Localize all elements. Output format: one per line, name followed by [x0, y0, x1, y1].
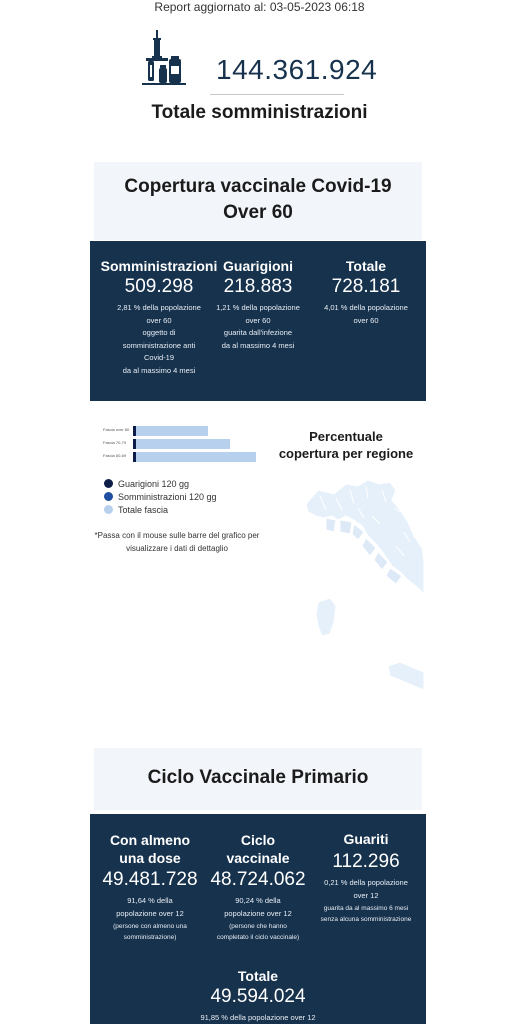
hover-hint-text	[90, 529, 264, 555]
total-somministrazioni-value: 144.361.924	[216, 54, 378, 85]
stat-sub-line: da al massimo 4 mesi	[221, 340, 295, 350]
ciclo-title-box	[94, 748, 422, 810]
stat-sub-line: popolazione over 12	[116, 908, 184, 918]
stat-label: Totale	[345, 258, 387, 274]
stat-sub-line: 90,24 % della	[235, 896, 281, 905]
legend-item-guarigioni	[104, 477, 217, 490]
stat-label-line: una dose	[119, 850, 181, 866]
chart-legend	[104, 477, 217, 516]
stat-value: 728.181	[331, 276, 401, 297]
stat-label: Guariti	[343, 831, 389, 847]
stat-label: Somministrazioni	[100, 258, 218, 274]
stat-ciclo-vaccinale	[206, 831, 310, 943]
stat-sub-line: over 60	[245, 315, 271, 325]
stat-small-line: somministrazione)	[123, 934, 177, 941]
stat-label: Guarigioni	[223, 258, 293, 274]
stat-small-line: guarita da al massimo 6 mesi	[323, 905, 409, 912]
legend-dot-icon	[104, 492, 113, 501]
stat-label-line: Con almeno	[109, 832, 191, 848]
bar-label: Fascia over 80	[103, 427, 130, 432]
legend-dot-icon	[104, 479, 113, 488]
stat-label-line: vaccinale	[226, 850, 290, 866]
stat-sub-line: popolazione over 12	[224, 908, 292, 918]
stat-sub-line: guarita dall'infezione	[223, 328, 293, 337]
stat-sub-line: somministrazione anti	[122, 340, 196, 350]
bar-row-over80[interactable]	[101, 426, 261, 436]
stat-sub-line: da al massimo 4 mesi	[122, 365, 196, 375]
bar-totale[interactable]	[136, 439, 230, 449]
stat-almeno-una-dose	[98, 831, 202, 943]
bar-label: Fascia 70-79	[103, 440, 127, 445]
stat-guariti	[314, 831, 418, 925]
bar-row-60-69[interactable]	[101, 452, 261, 462]
stat-small-line: (persone con almeno una	[113, 923, 187, 930]
bar-label: Fascia 60-69	[103, 453, 127, 458]
stat-value: 218.883	[223, 276, 293, 297]
bar-totale[interactable]	[136, 452, 256, 462]
over60-title-line2: Over 60	[223, 202, 293, 223]
italy-regions-map[interactable]	[296, 476, 424, 696]
map-title-line2: copertura per regione	[278, 446, 414, 461]
stat-totale	[314, 258, 418, 327]
stat-label-line: Ciclo	[240, 832, 276, 848]
stat-somministrazioni	[100, 258, 218, 377]
stat-sub-line: oggetto di	[142, 328, 176, 337]
legend-label: Guarigioni 120 gg	[118, 478, 190, 489]
stat-sub-line: over 60	[353, 315, 379, 325]
stat-ciclo-totale	[90, 968, 426, 1025]
stat-value: 509.298	[124, 276, 194, 297]
stat-sub-line: 4,01 % della popolazione	[324, 303, 408, 312]
stat-sub-line: 1,21 % della popolazione	[216, 303, 300, 312]
map-title-line1: Percentuale	[309, 429, 383, 444]
stat-value: 48.724.062	[210, 869, 306, 890]
hint-line: *Passa con il mouse sulle barre del grafico per	[94, 531, 260, 540]
stat-sub-line: 2,81 % della popolazione	[117, 303, 201, 312]
legend-label: Totale fascia	[118, 504, 169, 515]
bar-row-70-79[interactable]	[101, 439, 261, 449]
stat-sub-line: 0,21 % della popolazione	[324, 878, 408, 887]
stat-value: 49.594.024	[210, 986, 306, 1007]
stat-small-line: completato il ciclo vaccinale)	[216, 934, 300, 941]
syringe-vials-icon	[142, 30, 188, 86]
stat-small-line: senza alcuna somministrazione	[320, 916, 412, 923]
legend-item-somministrazioni	[104, 490, 217, 503]
over60-stats-panel	[90, 241, 426, 401]
stat-sub-line: Covid-19	[143, 353, 174, 362]
over60-title-line1: Copertura vaccinale Covid-19	[124, 176, 392, 197]
ciclo-title: Ciclo Vaccinale Primario	[147, 767, 369, 788]
map-title	[268, 428, 424, 462]
stat-small-line: (persone che hanno	[229, 923, 287, 930]
age-bands-bar-chart	[101, 422, 261, 470]
ciclo-stats-panel	[90, 814, 426, 1024]
legend-dot-icon	[104, 505, 113, 514]
stat-guarigioni	[208, 258, 308, 352]
divider	[210, 94, 344, 95]
bar-totale[interactable]	[136, 426, 208, 436]
stat-sub-line: 91,64 % della	[127, 896, 173, 905]
stat-value: 112.296	[332, 851, 400, 872]
hint-line: visualizzare i dati di dettaglio	[126, 544, 228, 553]
stat-label: Totale	[237, 968, 279, 984]
stat-value: 49.481.728	[102, 869, 198, 890]
legend-item-totale	[104, 503, 217, 516]
stat-sub-line: over 12	[353, 890, 379, 900]
over60-title-box	[94, 162, 422, 240]
legend-label: Somministrazioni 120 gg	[118, 491, 217, 502]
report-updated-text: Report aggiornato al: 03-05-2023 06:18	[154, 0, 365, 14]
stat-sub-line: 91,85 % della popolazione over 12	[200, 1013, 316, 1022]
stat-sub-line: over 60	[146, 315, 172, 325]
total-somministrazioni-label: Totale somministrazioni	[151, 102, 368, 123]
